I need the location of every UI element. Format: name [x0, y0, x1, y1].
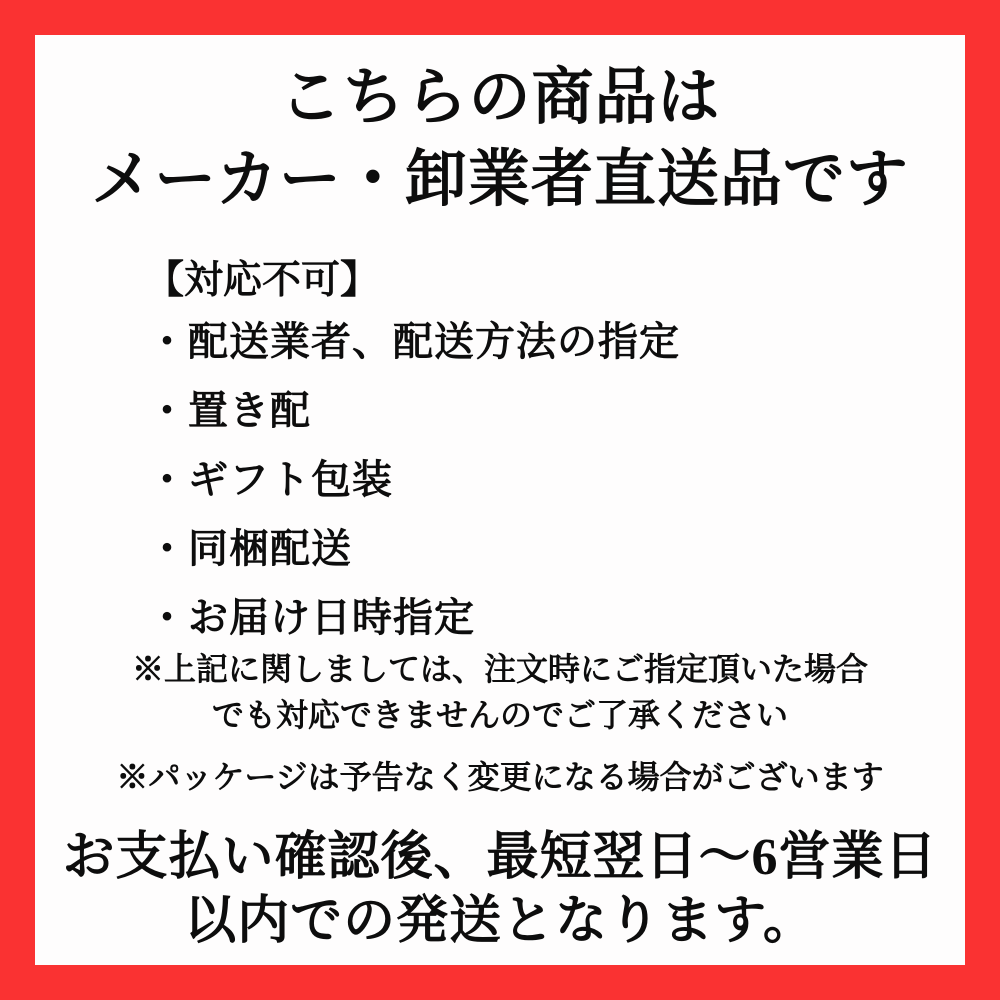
list-item-label: 同梱配送	[188, 526, 352, 571]
bullet-dot: ・	[147, 319, 188, 364]
title-line-2: メーカー・卸業者直送品です	[91, 146, 909, 214]
note-order-spec	[35, 646, 965, 738]
shipping-notice-line-2: 以内での発送となります。	[184, 893, 816, 950]
list-item	[147, 390, 965, 431]
list-item	[147, 597, 965, 638]
shipping-notice	[35, 826, 965, 954]
restrictions-list	[147, 321, 965, 638]
page-title	[35, 57, 965, 221]
note-order-spec-line-2: でも対応できませんのでご了承ください	[211, 697, 788, 733]
bullet-dot: ・	[147, 388, 188, 433]
note-package-change: ※パッケージは予告なく変更になる場合がございます	[116, 759, 884, 795]
list-item-label: ギフト包装	[188, 457, 393, 502]
list-item-label: 配送業者、配送方法の指定	[188, 319, 680, 364]
title-line-1: こちらの商品は	[279, 64, 721, 132]
list-item-label: お届け日時指定	[188, 595, 475, 640]
list-item	[147, 528, 965, 569]
shipping-notice-line-1: お支払い確認後、最短翌日〜6営業日	[62, 829, 938, 886]
list-item-label: 置き配	[188, 388, 311, 433]
bullet-dot: ・	[147, 526, 188, 571]
note-order-spec-line-1: ※上記に関しましては、注文時にご指定頂いた場合	[131, 651, 868, 687]
list-item	[147, 459, 965, 500]
bullet-dot: ・	[147, 595, 188, 640]
bullet-dot: ・	[147, 457, 188, 502]
list-item	[147, 321, 965, 362]
notice-panel	[35, 35, 965, 965]
restrictions-heading: 【対応不可】	[145, 259, 380, 302]
